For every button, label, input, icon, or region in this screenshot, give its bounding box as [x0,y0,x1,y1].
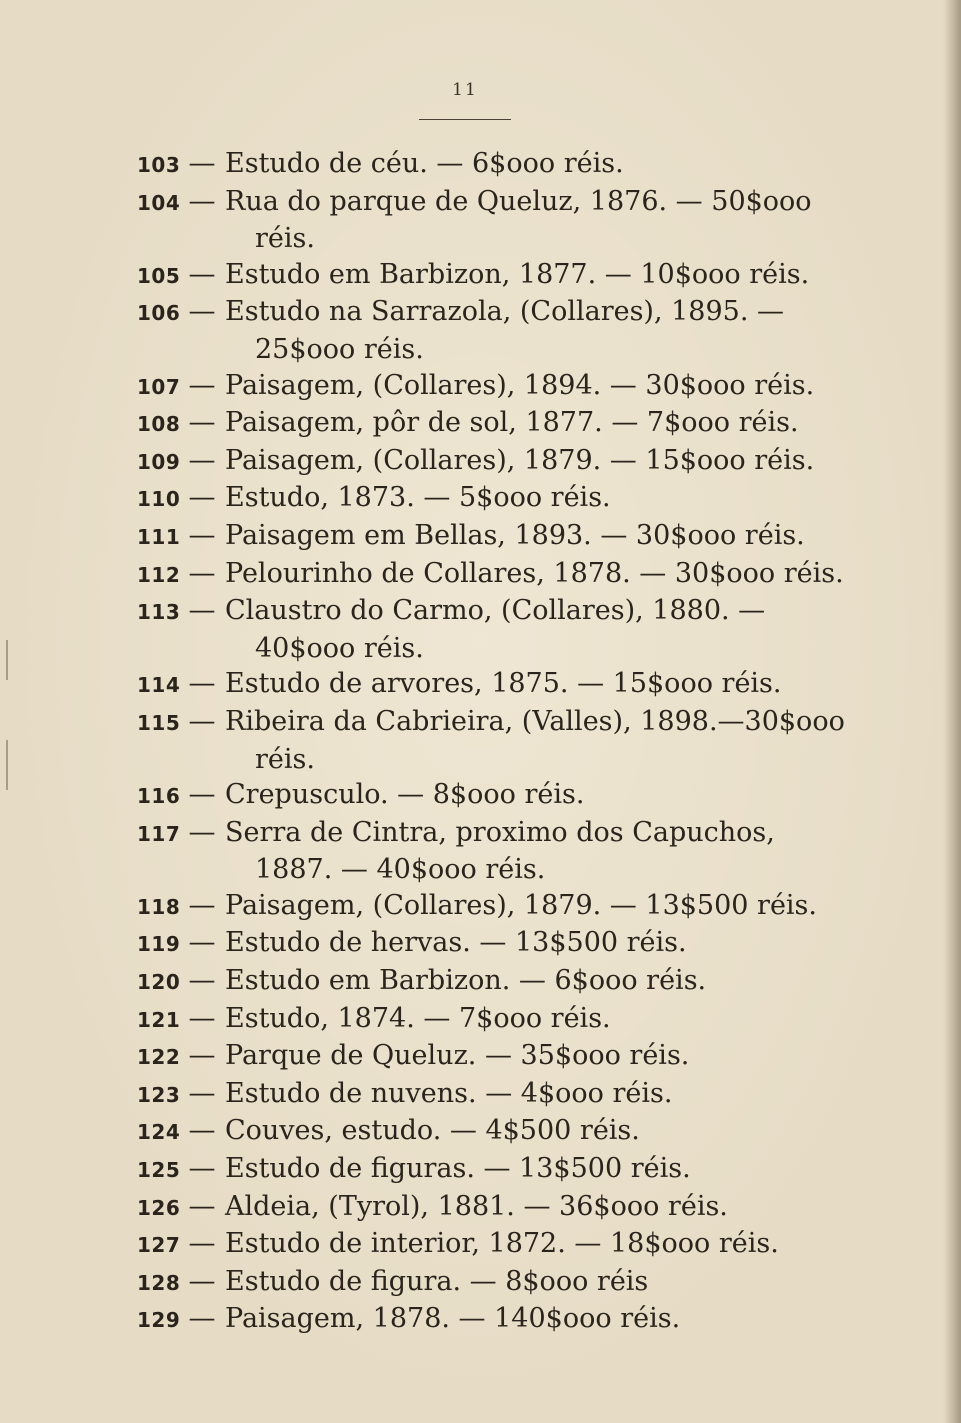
catalog-entry [137,1189,807,1227]
page-edge-shadow [943,0,961,1423]
catalog-entry [137,294,807,367]
entry-text: Estudo, 1874. — 7$ooo réis. [225,1002,611,1034]
entry-text: Estudo de hervas. — 13$500 réis. [225,927,687,959]
catalog-entry [137,1076,807,1114]
catalog-entries [137,146,845,1339]
catalog-entry [137,146,807,184]
entry-dash: — [188,369,216,401]
catalog-entry [137,1226,807,1264]
entry-dash: — [188,519,216,551]
entry-text: Paisagem, (Collares), 1879. — 15$ooo réis. [225,444,815,476]
entry-number: 127 [137,1233,181,1258]
entry-text: Claustro do Carmo, (Collares), 1880. — [225,595,766,627]
catalog-entry [137,257,810,295]
margin-mark [6,740,8,790]
entry-text: Estudo de arvores, 1875. — 15$ooo réis. [225,668,782,700]
entry-dash: — [188,816,216,848]
entry-number: 104 [137,190,181,215]
catalog-entry [137,1038,807,1076]
entry-text: Couves, estudo. — 4$500 réis. [225,1115,640,1147]
entry-number: 111 [137,524,181,549]
entry-text: Estudo de figuras. — 13$500 réis. [225,1153,691,1185]
entry-number: 126 [137,1195,181,1220]
entry-text: Estudo em Barbizon, 1877. — 10$ooo réis. [225,258,810,290]
margin-mark [6,640,8,680]
catalog-entry [137,888,817,926]
entry-number: 121 [137,1007,181,1032]
entry-text: Aldeia, (Tyrol), 1881. — 36$ooo réis. [225,1190,728,1222]
entry-text: Paisagem, pôr de sol, 1877. — 7$ooo réis. [225,407,799,439]
catalog-entry [137,925,807,963]
entry-text: Estudo de céu. — 6$ooo réis. [225,148,624,179]
catalog-entry [137,518,807,556]
catalog-entry [137,704,845,777]
entry-dash: — [188,407,216,439]
entry-dash: — [188,482,216,514]
entry-text-continuation: 40$ooo réis. [255,632,424,664]
entry-text: Paisagem, (Collares), 1879. — 13$500 réis. [225,889,817,921]
entry-text-continuation: 1887. — 40$ooo réis. [255,854,546,886]
entry-dash: — [188,965,216,997]
catalog-entry [137,1264,807,1302]
catalog-entry [137,1001,807,1039]
entry-text: Paisagem, 1878. — 140$ooo réis. [225,1303,681,1335]
entry-dash: — [188,185,216,217]
entry-number: 119 [137,932,181,957]
entry-number: 110 [137,487,181,512]
catalog-entry [137,556,844,594]
entry-text: Ribeira da Cabrieira, (Valles), 1898.—30$ooo [225,705,845,737]
catalog-entry [137,666,807,704]
entry-dash: — [188,889,216,921]
left-margin-marks [0,0,20,1423]
catalog-entry [137,815,807,888]
entry-text: Crepusculo. — 8$ooo réis. [225,779,585,811]
catalog-entry [137,593,807,666]
entry-dash: — [188,705,216,737]
catalog-entry [137,480,807,518]
entry-number: 120 [137,970,181,995]
entry-dash: — [188,1153,216,1185]
entry-dash: — [188,296,216,328]
entry-text: Pelourinho de Collares, 1878. — 30$ooo réis. [225,557,844,589]
entry-dash: — [188,148,216,179]
entry-dash: — [188,668,216,700]
catalog-entry [137,1301,807,1339]
entry-text-continuation: réis. [255,743,315,775]
entry-number: 125 [137,1158,181,1183]
entry-dash: — [188,1002,216,1034]
entry-dash: — [188,1228,216,1260]
entry-dash: — [188,595,216,627]
entry-text: Estudo, 1873. — 5$ooo réis. [225,482,611,514]
catalog-entry [137,184,812,257]
catalog-entry [137,1113,807,1151]
entry-number: 118 [137,894,181,919]
entry-number: 106 [137,301,181,326]
entry-text: Estudo de interior, 1872. — 18$ooo réis. [225,1228,779,1260]
entry-number: 122 [137,1045,181,1070]
entry-number: 109 [137,449,181,474]
entry-dash: — [188,444,216,476]
entry-dash: — [188,779,216,811]
page-number: 11 [452,80,478,100]
entry-number: 112 [137,562,181,587]
entry-text: Paisagem, (Collares), 1894. — 30$ooo réis. [225,369,815,401]
entry-number: 105 [137,263,181,288]
entry-number: 129 [137,1308,181,1333]
entry-number: 128 [137,1270,181,1295]
entry-number: 117 [137,821,181,846]
catalog-entry [137,963,807,1001]
entry-number: 116 [137,784,181,809]
entry-text-continuation: réis. [255,223,315,255]
entry-dash: — [188,1115,216,1147]
entry-text: Estudo na Sarrazola, (Collares), 1895. — [225,296,785,328]
entry-text: Estudo em Barbizon. — 6$ooo réis. [225,965,707,997]
entry-dash: — [188,258,216,290]
entry-dash: — [188,1265,216,1297]
entry-number: 103 [137,153,181,177]
entry-text: Estudo de figura. — 8$ooo réis [225,1265,649,1297]
entry-text-continuation: 25$ooo réis. [255,333,424,365]
entry-text: Serra de Cintra, proximo dos Capuchos, [225,816,775,848]
entry-text: Estudo de nuvens. — 4$ooo réis. [225,1077,673,1109]
entry-dash: — [188,1190,216,1222]
entry-number: 123 [137,1082,181,1107]
entry-text: Parque de Queluz. — 35$ooo réis. [225,1040,690,1072]
entry-text: Paisagem em Bellas, 1893. — 30$ooo réis. [225,519,805,551]
entry-number: 108 [137,412,181,437]
catalog-entry [137,777,807,815]
entry-dash: — [188,927,216,959]
catalog-entry [137,1151,807,1189]
header-rule [419,119,511,120]
entry-text: Rua do parque de Queluz, 1876. — 50$ooo [225,185,812,217]
entry-number: 113 [137,600,181,625]
entry-number: 114 [137,673,181,698]
entry-dash: — [188,1040,216,1072]
catalog-entry [137,405,807,443]
entry-number: 124 [137,1120,181,1145]
entry-number: 107 [137,374,181,399]
entry-dash: — [188,557,216,589]
entry-dash: — [188,1077,216,1109]
catalog-entry [137,443,815,481]
entry-dash: — [188,1303,216,1335]
entry-number: 115 [137,710,181,735]
catalog-entry [137,368,815,406]
